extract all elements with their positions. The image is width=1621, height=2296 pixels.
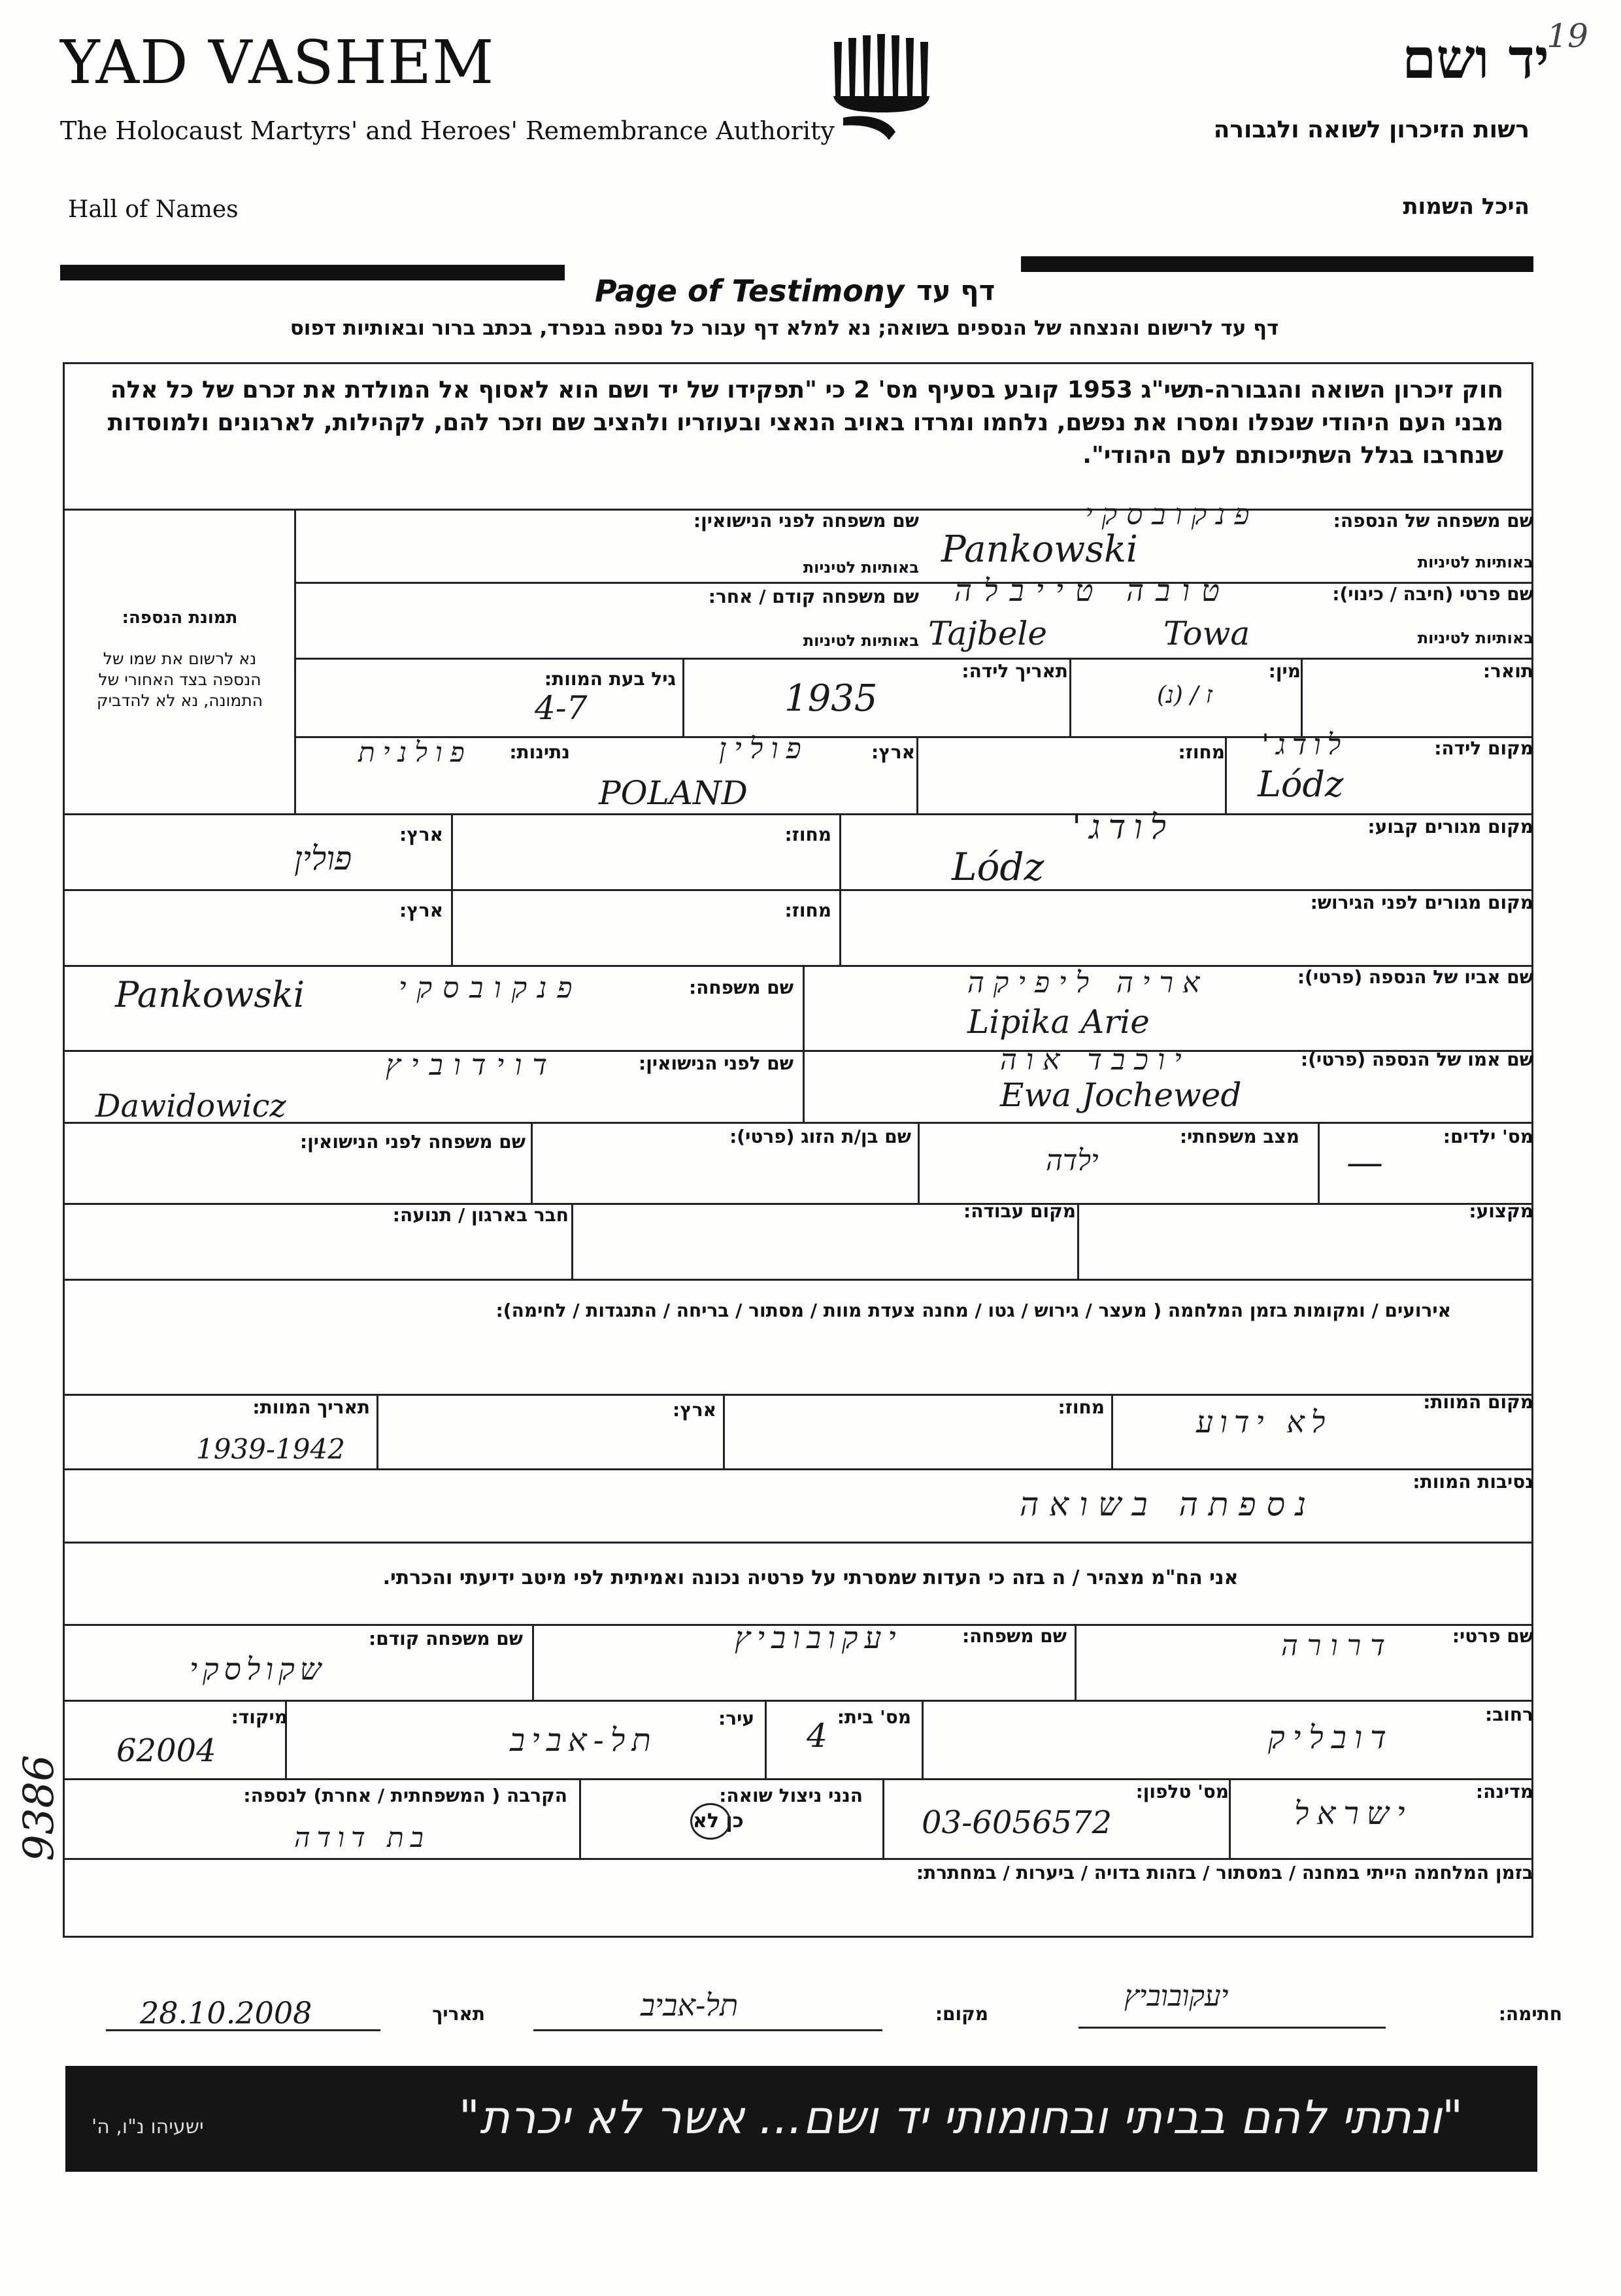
grid-line xyxy=(63,1858,1533,1860)
first-name-latin-label: באותיות לטיניות xyxy=(1417,629,1533,647)
title-label: תואר: xyxy=(1482,660,1533,682)
grid-line xyxy=(1301,658,1303,736)
father-family-value-latin[interactable]: Pankowski xyxy=(115,974,305,1015)
maiden-latin-label: באותיות לטיניות xyxy=(803,558,919,577)
surname-label: שם משפחה של הנספה: xyxy=(1333,510,1533,532)
age-at-death-value[interactable]: 4-7 xyxy=(535,689,588,727)
footer-banner xyxy=(65,2066,1537,2172)
grid-line xyxy=(882,1778,884,1858)
house-number-value[interactable]: 4 xyxy=(807,1717,827,1755)
grid-line xyxy=(1075,1624,1077,1700)
birth-district-label: מחוז: xyxy=(1178,741,1225,763)
grid-line xyxy=(63,1468,1533,1470)
grid-line xyxy=(682,658,684,736)
grid-line xyxy=(1077,1203,1079,1279)
grid-line xyxy=(839,813,841,965)
mother-maiden-value-latin[interactable]: Dawidowicz xyxy=(95,1088,286,1124)
grid-line xyxy=(63,1778,1533,1780)
street-label: רחוב: xyxy=(1485,1704,1533,1725)
house-number-label: מס' בית: xyxy=(837,1706,911,1728)
pre-deportation-country-label: ארץ: xyxy=(399,900,443,921)
org-name-en: YAD VASHEM xyxy=(60,27,495,97)
form-instructions: דף עד לרישום והנצחה של הנספים בשואה; נא למלא דף עבור כל נספה בנפרד, בכתב ברור ובאותיות דפוס xyxy=(290,316,1279,340)
death-circumstances-label: נסיבות המוות: xyxy=(1412,1471,1533,1493)
father-family-name-label: שם משפחה: xyxy=(688,977,794,998)
grid-line xyxy=(294,736,1533,738)
survivor-options[interactable]: כן לא xyxy=(693,1810,744,1832)
grid-line xyxy=(1229,1778,1231,1858)
residence-label: מקום מגורים קבוע: xyxy=(1367,816,1533,837)
grid-line xyxy=(63,1394,1533,1396)
pre-deportation-label: מקום מגורים לפני הגירוש: xyxy=(1310,892,1533,913)
law-text: חוק זיכרון השואה והגבורה-תשי"ג 1953 קובע בסעיף מס' 2 כי "תפקידו של יד ושם הוא לאסוף אל המולדת את זכרם של כל אלה מבני העם היהודי שנפלו ומסרו את נפשם, נלחמו ומרדו באויב הנאצי ובעוזריו ולהציב שם וזכר להם, לקהילות, לארגונים ולמוסדות שנחרבו בגלל השתייכותם לעם היהודי". xyxy=(107,377,1503,469)
submitter-first-name-value[interactable]: דרורה xyxy=(1281,1629,1394,1663)
phone-label: מס' טלפון: xyxy=(1135,1781,1229,1802)
org-subtitle-he: רשות הזיכרון לשואה ולגבורה xyxy=(1213,116,1529,143)
first-name-value-latin-2[interactable]: Tajbele xyxy=(928,615,1047,652)
death-date-label: תאריך המוות: xyxy=(252,1396,370,1418)
grid-line xyxy=(294,658,1533,660)
grid-line xyxy=(765,1700,767,1778)
residence-country-label: ארץ: xyxy=(399,824,443,845)
war-events-label: אירועים / ומקומות בזמן המלחמה ( מעצר / גירוש / גטו / מחנה צעדת מוות / מסתור / בריחה / התנגדות / לחימה): xyxy=(495,1300,1451,1321)
death-district-label: מחוז: xyxy=(1058,1396,1105,1418)
corner-number: 19 xyxy=(1546,17,1588,55)
grid-line xyxy=(1111,1394,1113,1468)
birth-date-label: תאריך לידה: xyxy=(961,660,1068,682)
mother-name-value-he[interactable]: יוכבד אוה xyxy=(1000,1043,1191,1077)
grid-line xyxy=(803,965,805,1122)
death-country-label: ארץ: xyxy=(673,1399,716,1421)
photo-box-note: נא לרשום את שמו של הנספה בצד האחורי של התמונה, נא לא להדביק xyxy=(96,649,263,710)
father-name-value-he[interactable]: אריה ליפיקה xyxy=(967,966,1209,1000)
yad-vashem-logo xyxy=(830,34,935,142)
signature-value[interactable]: יעקובוביץ xyxy=(1124,1980,1229,2013)
signature-label: חתימה: xyxy=(1498,2003,1562,2025)
grid-line xyxy=(579,1778,581,1858)
header-rule-right xyxy=(1021,256,1533,272)
grid-line xyxy=(63,1203,1533,1205)
birth-country-value-he[interactable]: פולין xyxy=(719,732,809,766)
mother-name-value-latin[interactable]: Ewa Jochewed xyxy=(1000,1076,1242,1114)
grid-line xyxy=(1318,1122,1320,1203)
war-location-label: בזמן המלחמה הייתי במחנה / במסתור / בזהות בדויה / ביערות / במחתרת: xyxy=(916,1862,1533,1883)
father-name-label: שם אביו של הנספה (פרטי): xyxy=(1297,966,1533,988)
submitter-family-name-label: שם משפחה: xyxy=(961,1625,1067,1647)
photo-box-title: תמונת הנספה: xyxy=(122,608,238,628)
date-value[interactable]: 28.10.2008 xyxy=(140,1995,312,2031)
prev-name-latin-label: באותיות לטיניות xyxy=(803,632,919,650)
pre-deportation-district-label: מחוז: xyxy=(784,900,831,921)
profession-label: מקצוע: xyxy=(1469,1200,1533,1222)
footer-source: ישעיהו נ"ו, ה' xyxy=(92,2116,204,2138)
mother-maiden-label: שם לפני הנישואין: xyxy=(639,1053,794,1074)
submitter-family-name-value[interactable]: יעקובוביץ xyxy=(735,1620,903,1655)
grid-line xyxy=(916,736,918,813)
gender-label: מין: xyxy=(1268,660,1301,682)
grid-line xyxy=(922,1700,924,1778)
death-place-label: מקום המוות: xyxy=(1423,1391,1533,1413)
grid-line xyxy=(531,1122,533,1203)
marital-status-value[interactable]: ילדה xyxy=(1046,1144,1099,1177)
survivor-no-circle xyxy=(690,1803,731,1840)
birth-country-value-latin[interactable]: POLAND xyxy=(599,774,748,812)
declaration-text: אני הח"מ מצהיר / ה בזה כי העדות שמסרתי על פרטיה נכונה ואמיתית לפי מיטב ידיעתי והכרתי. xyxy=(382,1566,1239,1589)
place-line xyxy=(533,2029,882,2031)
nationality-value[interactable]: פולנית xyxy=(358,736,473,768)
place-value[interactable]: תל-אביב xyxy=(641,1987,739,2023)
submitter-first-name-label: שם פרטי: xyxy=(1452,1625,1533,1647)
birth-place-label: מקום לידה: xyxy=(1434,737,1533,759)
org-subtitle-en: The Holocaust Martyrs' and Heroes' Remembrance Authority xyxy=(60,116,835,145)
footer-quote: "ונתתי להם בביתי ובחומותי יד ושם... אשר לא יכרת" xyxy=(458,2091,1463,2144)
grid-line xyxy=(571,1203,573,1279)
form-title-he: דף עד xyxy=(916,275,995,307)
mother-maiden-value-he[interactable]: דוידוביץ xyxy=(386,1049,558,1082)
city-value[interactable]: תל-אביב xyxy=(510,1722,658,1759)
grid-line xyxy=(918,1122,920,1203)
zip-value[interactable]: 62004 xyxy=(116,1732,216,1769)
hall-of-names-he: היכל השמות xyxy=(1403,194,1529,220)
first-name-value-he[interactable]: טובה טייבלה xyxy=(954,573,1231,608)
org-member-label: חבר בארגון / תנועה: xyxy=(392,1204,569,1226)
age-at-death-label: גיל בעת המוות: xyxy=(544,668,676,690)
signature-line xyxy=(1078,2027,1386,2029)
submitter-prev-name-value[interactable]: שקולסקי xyxy=(190,1651,327,1687)
surname-value-he[interactable]: פנקובסקי xyxy=(1085,498,1259,532)
spouse-name-label: שם בן/ת הזוג (פרטי): xyxy=(729,1126,911,1147)
submitter-prev-name-label: שם משפחה קודם: xyxy=(369,1628,523,1649)
mother-name-label: שם אמו של הנספה (פרטי): xyxy=(1300,1049,1533,1070)
spouse-maiden-label: שם משפחה לפני הנישואין: xyxy=(299,1131,526,1153)
relation-value[interactable]: בת דודה xyxy=(294,1821,430,1853)
relation-label: הקרבה ( המשפחתית / אחרת) לנספה: xyxy=(243,1785,567,1806)
street-value[interactable]: דובליק xyxy=(1268,1719,1394,1756)
phone-value[interactable]: 03-6056572 xyxy=(922,1804,1112,1841)
grid-line xyxy=(532,1624,534,1700)
hall-of-names-en: Hall of Names xyxy=(68,196,239,223)
father-family-value-he[interactable]: פנקובסקי xyxy=(399,971,583,1005)
first-name-label: שם פרטי (חיבה / כינוי): xyxy=(1332,583,1533,605)
grid-line xyxy=(451,813,453,965)
marital-status-label: מצב משפחתי: xyxy=(1179,1126,1299,1147)
residence-district-label: מחוז: xyxy=(784,824,831,845)
grid-line xyxy=(63,1542,1533,1544)
birth-country-label: ארץ: xyxy=(871,741,915,763)
death-place-value[interactable]: לא ידוע xyxy=(1196,1404,1332,1440)
gender-value[interactable]: ז / (נ) xyxy=(1157,682,1212,709)
grid-line xyxy=(1069,658,1071,736)
city-label: עיר: xyxy=(718,1708,754,1729)
place-label: מקום: xyxy=(935,2003,988,2025)
prev-name-label: שם משפחה קודם / אחר: xyxy=(708,586,919,607)
date-label: תאריך xyxy=(432,2003,485,2025)
margin-number: 9386 xyxy=(15,1755,63,1861)
residence-value-latin[interactable]: Lódz xyxy=(952,845,1044,889)
org-name-he: יד ושם xyxy=(1401,26,1549,91)
children-count-label: מס' ילדים: xyxy=(1443,1126,1533,1147)
state-label: מדינה: xyxy=(1475,1781,1533,1802)
children-count-value[interactable]: — xyxy=(1346,1141,1383,1184)
first-name-value-latin-1[interactable]: Towa xyxy=(1163,615,1250,652)
grid-line xyxy=(723,1394,725,1468)
birth-place-value-he[interactable]: לודג' xyxy=(1262,728,1348,762)
father-name-value-latin[interactable]: Lipika Arie xyxy=(967,1003,1150,1041)
form-title-en: Page of Testimony xyxy=(595,273,905,309)
surname-value-latin[interactable]: Pankowski xyxy=(941,528,1138,571)
grid-line xyxy=(1225,736,1227,813)
birth-date-value[interactable]: 1935 xyxy=(784,677,878,720)
header-rule-left xyxy=(60,265,565,280)
grid-line xyxy=(294,509,296,813)
zip-label: מיקוד: xyxy=(231,1706,288,1728)
residence-country-value[interactable]: פולין xyxy=(294,839,352,877)
grid-line xyxy=(63,1279,1533,1281)
maiden-name-label: שם משפחה לפני הנישואין: xyxy=(693,510,919,532)
death-circumstances-value[interactable]: נספתה בשואה xyxy=(1020,1485,1317,1523)
grid-line xyxy=(63,813,1533,815)
grid-line xyxy=(63,1700,1533,1702)
survivor-question-label: הנני ניצול שואה: xyxy=(719,1785,863,1806)
state-value[interactable]: ישראל xyxy=(1294,1795,1413,1832)
workplace-label: מקום עבודה: xyxy=(963,1200,1076,1222)
death-date-value[interactable]: 1939-1942 xyxy=(196,1433,345,1465)
birth-place-value-latin[interactable]: Lódz xyxy=(1258,764,1344,805)
residence-value-he[interactable]: לודג' xyxy=(1072,808,1174,847)
grid-line xyxy=(63,889,1533,891)
surname-latin-label: באותיות לטיניות xyxy=(1417,553,1533,571)
grid-line xyxy=(376,1394,378,1468)
nationality-label: נתינות: xyxy=(509,741,570,763)
